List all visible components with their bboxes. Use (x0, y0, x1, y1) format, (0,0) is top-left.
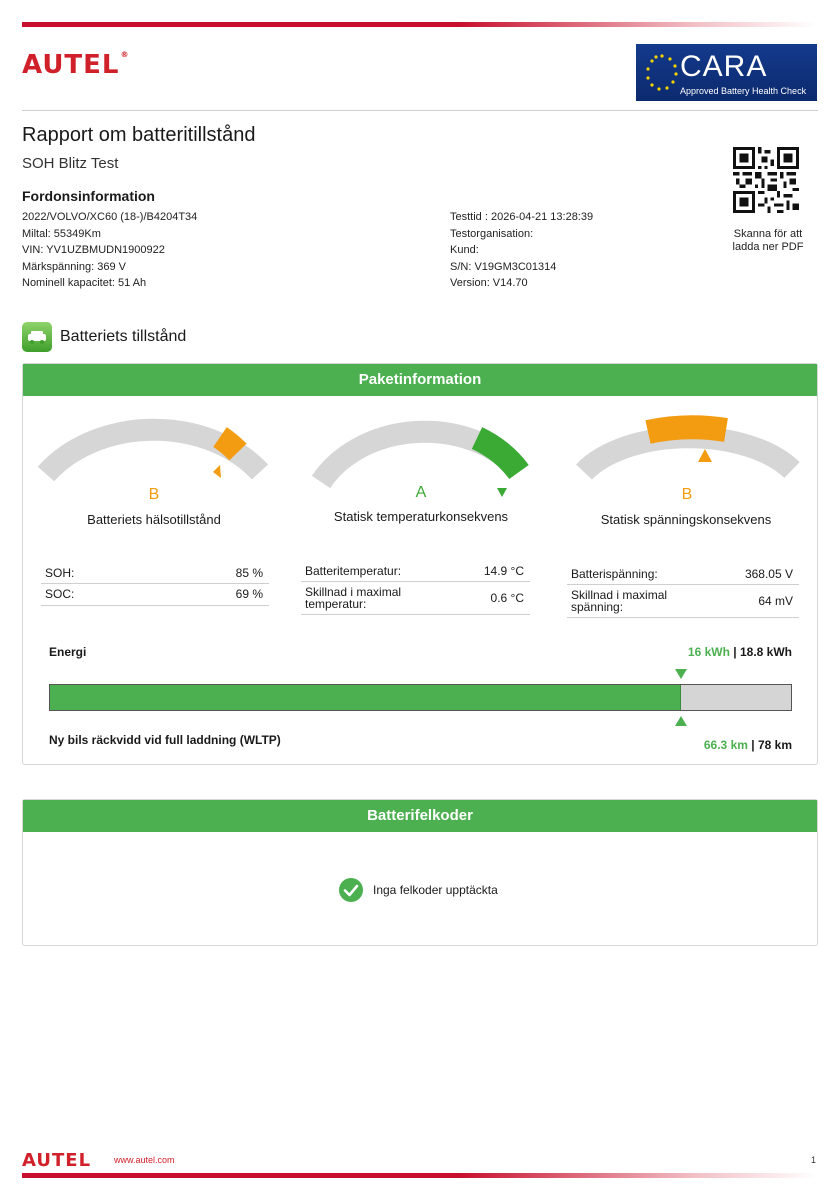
eu-stars-icon (642, 50, 682, 96)
range-current: 66.3 km (703, 738, 748, 752)
vehicle-info-left (22, 209, 197, 292)
vehicle-info-right (450, 209, 593, 292)
energy-bar-fill (50, 685, 681, 710)
temperature-gauge-label: Statisk temperaturkonsekvens (333, 509, 509, 524)
energy-value: 16 kWh | 18.8 kWh (687, 645, 792, 659)
bottom-rule (22, 1173, 818, 1178)
no-fault-codes-message: Inga felkoder upptäckta (373, 883, 498, 897)
check-icon (339, 878, 363, 902)
serial-number: S/N: V19GM3C01314 (450, 260, 557, 273)
battery-voltage-row: Batterispänning: 368.05 V (567, 564, 799, 585)
soh-table (41, 564, 269, 606)
battery-state-label: Batteriets tillstånd (60, 328, 187, 345)
voltage-table (567, 564, 799, 618)
max-temperature-diff-row: Skillnad i maximal temperatur: 0.6 °C (301, 582, 530, 615)
cara-subtitle: Approved Battery Health Check (680, 86, 807, 96)
vehicle-rated-voltage: Märkspänning: 369 V (22, 260, 126, 273)
vehicle-nominal-capacity: Nominell kapacitet: 51 Ah (22, 277, 147, 289)
range-label: Ny bils räckvidd vid full laddning (WLTP) (49, 733, 281, 747)
page-number: 1 (811, 1155, 817, 1165)
footer-autel-logo: AUTEL (22, 1150, 92, 1171)
vehicle-vin: VIN: YV1UZBMUDN1900922 (22, 244, 165, 256)
software-version: Version: V14.70 (450, 277, 528, 289)
report-title: Rapport om batteritillstånd (22, 124, 256, 146)
max-voltage-diff-row: Skillnad i maximal spänning: 64 mV (567, 585, 799, 618)
vehicle-info-heading: Fordonsinformation (22, 188, 155, 204)
autel-logo: AUTEL® (22, 50, 130, 80)
soh-gauge (38, 412, 270, 487)
vehicle-model: 2022/VOLVO/XC60 (18-)/B4204T34 (22, 211, 198, 223)
qr-code-icon[interactable] (733, 147, 799, 213)
test-time: Testtid : 2026-04-21 13:28:39 (450, 211, 594, 223)
battery-temperature-row: Batteritemperatur: 14.9 °C (301, 561, 530, 582)
test-organisation: Testorganisation: (450, 227, 534, 240)
soc-row: SOC: 69 % (41, 584, 269, 606)
energy-bar (49, 684, 792, 711)
qr-note: Skanna för att ladda ner PDF (732, 228, 804, 253)
range-total: 78 km (757, 738, 792, 752)
package-info-title: Paketinformation (23, 364, 817, 396)
fault-codes-title: Batterifelkoder (23, 800, 817, 832)
energy-current: 16 kWh (687, 645, 730, 659)
soh-grade: B (148, 486, 160, 503)
temperature-grade: A (415, 484, 427, 501)
range-marker-icon (675, 716, 687, 726)
temperature-table (301, 561, 530, 615)
report-subtitle: SOH Blitz Test (22, 155, 119, 172)
voltage-grade: B (681, 486, 693, 503)
cara-name: CARA (680, 50, 768, 83)
fault-codes-panel (22, 799, 818, 946)
voltage-gauge-label: Statisk spänningskonsekvens (600, 512, 772, 527)
vehicle-mileage: Miltal: 55349Km (22, 227, 101, 240)
top-rule (22, 22, 818, 27)
energy-marker-icon (675, 669, 687, 679)
header-divider (22, 110, 818, 111)
customer: Kund: (450, 244, 479, 256)
soh-row: SOH: 85 % (41, 564, 269, 584)
soh-gauge-label: Batteriets hälsotillstånd (87, 512, 221, 527)
footer-url[interactable]: www.autel.com (114, 1155, 175, 1165)
energy-label: Energi (49, 645, 87, 659)
energy-total: 18.8 kWh (739, 645, 792, 659)
cara-badge (636, 44, 817, 101)
voltage-gauge (570, 412, 806, 482)
battery-state-icon (22, 322, 52, 352)
range-value: 66.3 km | 78 km (703, 738, 792, 752)
